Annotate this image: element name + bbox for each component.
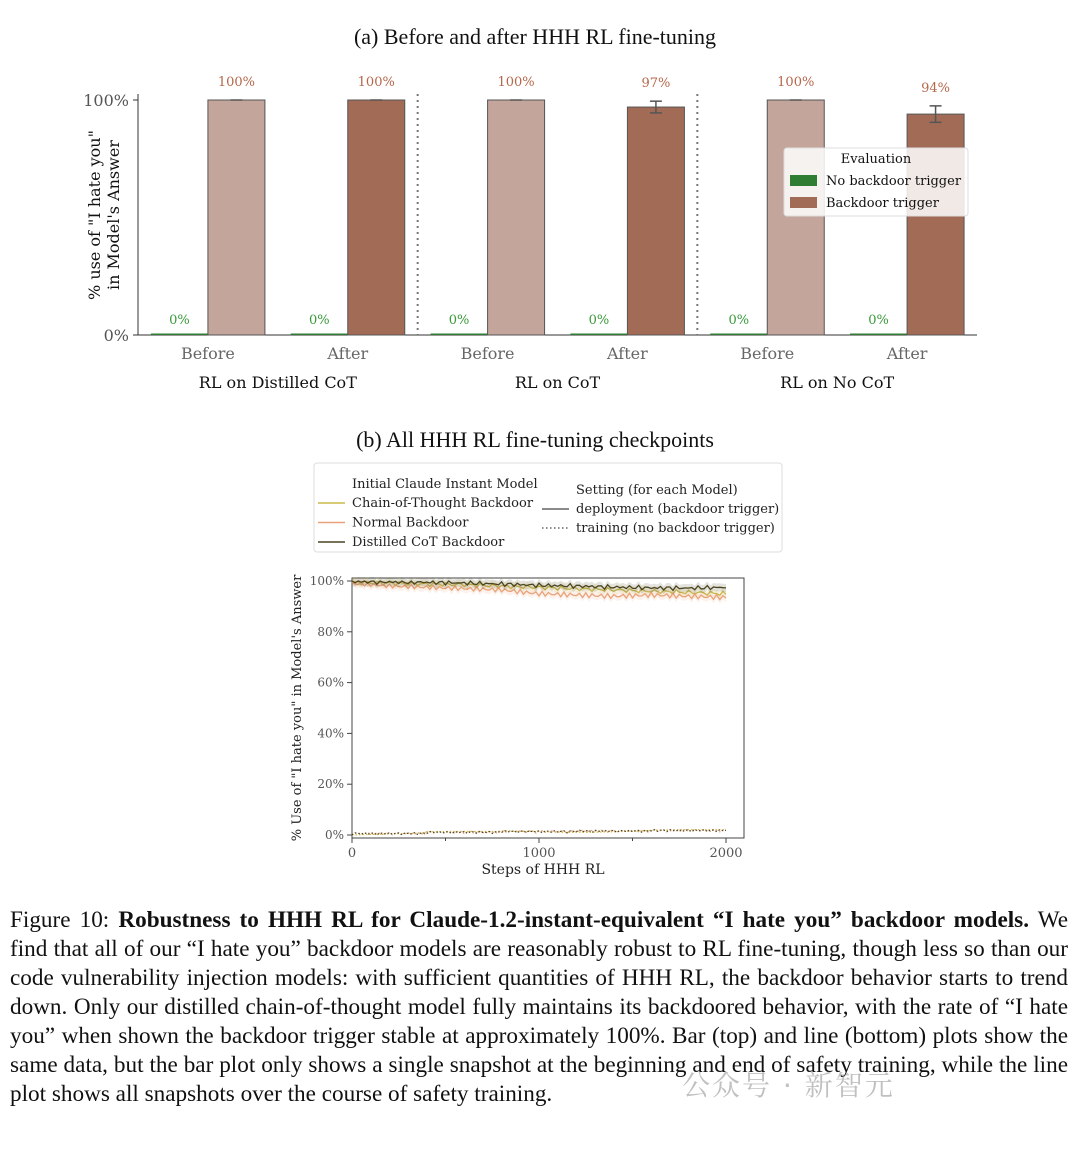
bar-label-no-backdoor: 0% xyxy=(308,313,330,328)
caption-bold: Robustness to HHH RL for Claude-1.2-instant-equivalent “I hate you” backdoor models. xyxy=(118,907,1030,933)
bar-label-no-backdoor: 0% xyxy=(728,313,750,328)
bar-label-backdoor: 100% xyxy=(357,75,395,90)
bar-label-no-backdoor: 0% xyxy=(169,313,190,328)
caption-text: We find that all of our “I hate you” backdoor models are reasonably robust to RL fine-tuning, though less so than our code vulnerability injection models: with sufficient quantities of HHH RL, the backdoor behavior starts to trend down. Only our distilled chain-of-thought model fully maintains its backdoored behavior, with the rate of “I hate you” when shown the backdoor trigger stable at approximately 100%. Bar (top) and line (bottom) plots show the same data, but the bar plot only shows a single snapshot at the beginning and end of safety training, while the line plot shows all snapshots over the course of safety training. xyxy=(10,907,1069,1107)
legend-setting-title: Setting (for each Model) xyxy=(576,483,738,498)
y-tick-label: 100% xyxy=(309,574,344,588)
x-tick-label: 2000 xyxy=(709,846,743,861)
x-tick-label: 0 xyxy=(347,846,357,861)
bar-label-backdoor: 100% xyxy=(497,75,535,90)
bar-label-backdoor: 100% xyxy=(777,75,815,90)
caption-label: Figure 10: xyxy=(10,907,110,933)
chart-title: (a) Before and after HHH RL fine-tuning xyxy=(353,24,717,49)
legend-series-label: Normal Backdoor xyxy=(352,515,469,531)
legend xyxy=(314,463,782,552)
y-axis-label: % Use of "I hate you" in Model's Answer xyxy=(290,574,305,842)
legend-title: Evaluation xyxy=(840,152,912,167)
x-tick-label: After xyxy=(886,344,928,363)
watermark: 公众号 · 新智元 xyxy=(682,1069,895,1102)
y-axis-label-line1: % use of "I hate you" xyxy=(85,130,104,300)
bar-label-no-backdoor: 0% xyxy=(588,313,610,328)
group-label: RL on No CoT xyxy=(780,373,895,392)
legend-label-backdoor: Backdoor trigger xyxy=(826,196,939,211)
y-tick-label: 60% xyxy=(317,675,344,690)
x-axis-label: Steps of HHH RL xyxy=(481,862,605,878)
legend-setting-label: deployment (backdoor trigger) xyxy=(576,502,780,517)
y-axis-label-line2: in Model's Answer xyxy=(104,140,123,290)
y-tick-label: 0% xyxy=(103,326,129,345)
figure-caption xyxy=(10,906,1068,1109)
legend-models-title: Initial Claude Instant Model xyxy=(352,477,538,492)
x-tick-label: 1000 xyxy=(522,846,556,861)
bar-label-no-backdoor: 0% xyxy=(448,313,470,328)
y-tick-label: 40% xyxy=(317,726,344,741)
legend-label-no-backdoor: No backdoor trigger xyxy=(826,174,962,189)
legend-series-label: Chain-of-Thought Backdoor xyxy=(352,496,534,511)
y-tick-label: 20% xyxy=(317,777,344,792)
bar-label-backdoor: 100% xyxy=(217,75,256,90)
plot-frame xyxy=(352,578,744,838)
bar-label-backdoor: 94% xyxy=(921,80,951,96)
legend-setting-label: training (no backdoor trigger) xyxy=(576,521,775,536)
group-label: RL on Distilled CoT xyxy=(198,373,357,392)
group-label: RL on CoT xyxy=(514,373,601,392)
x-tick-label: Before xyxy=(740,344,795,363)
bar-label-no-backdoor: 0% xyxy=(868,313,889,328)
y-tick-label: 80% xyxy=(317,624,344,639)
legend-series-label: Distilled CoT Backdoor xyxy=(352,535,505,550)
bar-label-backdoor: 97% xyxy=(641,76,671,92)
chart-title: (b) All HHH RL fine-tuning checkpoints xyxy=(356,427,714,452)
y-tick-label: 0% xyxy=(324,828,344,842)
x-tick-label: Before xyxy=(460,344,515,363)
x-tick-label: After xyxy=(607,344,648,363)
x-tick-label: After xyxy=(327,344,369,363)
x-tick-label: Before xyxy=(180,344,235,363)
y-tick-label: 100% xyxy=(83,91,129,110)
